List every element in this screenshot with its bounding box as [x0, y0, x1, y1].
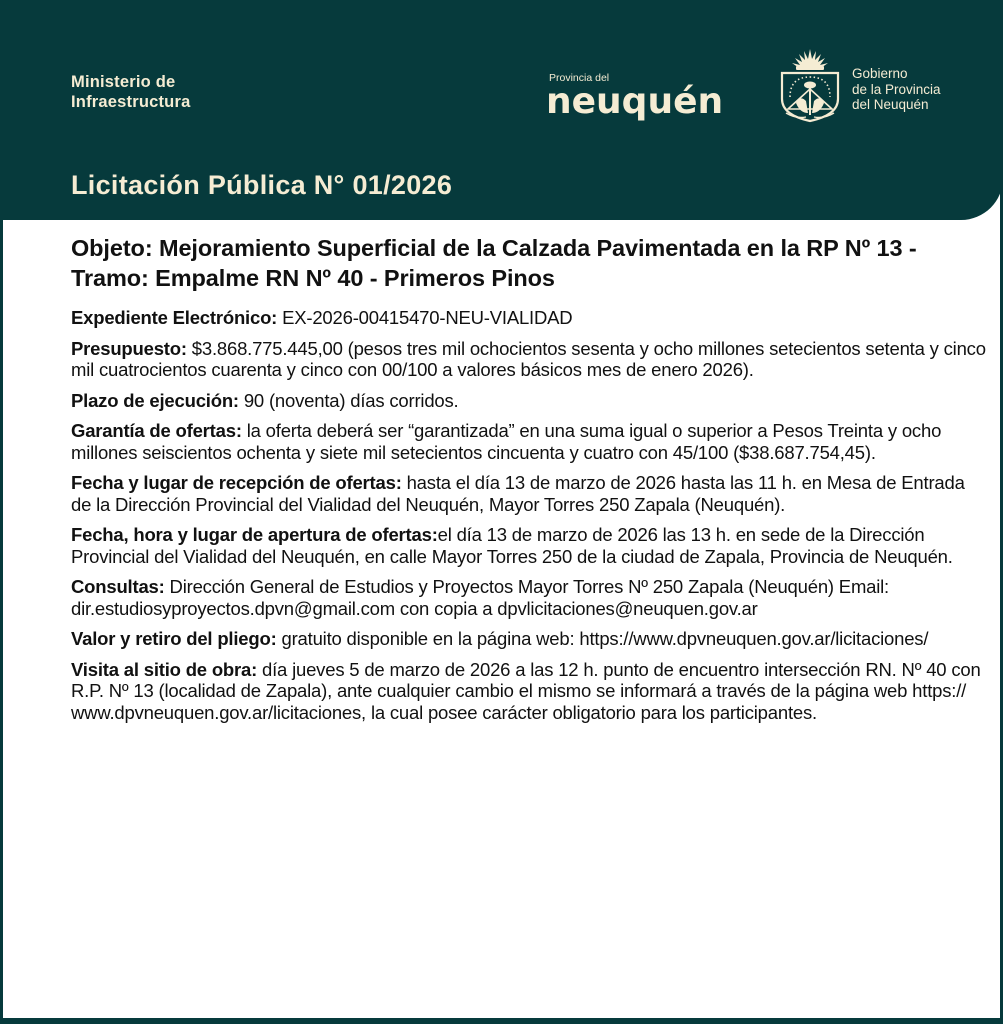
section-label: Fecha, hora y lugar de apertura de ofertas:	[71, 524, 438, 545]
province-logo-wordmark: neuquén	[546, 81, 724, 122]
objeto-heading: Objeto: Mejoramiento Superficial de la Calzada Pavimentada en la RP Nº 13 - Tramo: Empalme RN Nº 40 - Primeros Pinos	[71, 235, 917, 291]
government-line-3: del Neuquén	[852, 97, 929, 112]
section-label: Garantía de ofertas:	[71, 420, 242, 441]
section-garantia	[71, 420, 986, 463]
header-banner	[0, 0, 1003, 220]
ministry-line-2: Infraestructura	[71, 93, 191, 111]
section-text: hasta el día 13 de marzo de 2026 hasta las 11 h. en Mesa de Entrada de la Dirección Provincial del Vialidad del Neuquén, Mayor Torres 250 Zapala (Neuquén).	[71, 472, 965, 515]
section-text: Dirección General de Estudios y Proyectos Mayor Torres Nº 250 Zapala (Neuquén) Email: dir.estudiosyproyectos.dpvn@gmail.com con copia a dpvlicitaciones@neuquen.gov.ar	[71, 576, 890, 619]
notice-title: Licitación Pública N° 01/2026	[71, 170, 453, 200]
section-text: día jueves 5 de marzo de 2026 a las 12 h. punto de encuentro intersección RN. Nº 40 con R.P. Nº 13 (localidad de Zapala), ante cualquier cambio el mismo se informará a través de la página web https:// www.dpvneuquen.gov.ar/licitaciones, la cual posee carácter obligatorio para los participantes.	[71, 658, 981, 723]
section-expediente	[71, 307, 986, 329]
section-recepcion	[71, 472, 986, 515]
neuquen-province-logo	[546, 72, 723, 120]
section-pliego	[71, 628, 986, 650]
section-label: Presupuesto:	[71, 337, 187, 359]
section-text: $3.868.775.445,00 (pesos tres mil ochocientos sesenta y ocho millones setecientos setenta y cinco mil cuatrocientos cuarenta y cinco con 00/100 a valores básicos mes de enero 2026).	[71, 337, 986, 380]
section-label: Consultas:	[71, 576, 165, 597]
government-line-1: Gobierno	[852, 66, 908, 81]
section-presupuesto	[71, 338, 986, 381]
ministry-name	[71, 72, 190, 112]
section-text: 90 (noventa) días corridos.	[238, 389, 459, 411]
government-line-2: de la Provincia	[852, 81, 941, 97]
province-logo-small-text: Provincia del	[549, 72, 610, 84]
section-label: Expediente Electrónico:	[71, 307, 278, 328]
coat-of-arms-icon	[776, 47, 844, 125]
section-visita	[71, 659, 986, 724]
section-label: Fecha y lugar de recepción de ofertas:	[71, 472, 402, 493]
section-text: gratuito disponible en la página web: https://www.dpvneuquen.gov.ar/licitaciones/	[276, 628, 929, 649]
section-text: la oferta deberá ser “garantizada” en una suma igual o superior a Pesos Treinta y ocho millones seiscientos ochenta y siete mil setecientos cincuenta y cuatro con 45/100 ($38.687.754,45).	[71, 420, 942, 463]
section-text: EX-2026-00415470-NEU-VIALIDAD	[277, 307, 573, 328]
section-label: Valor y retiro del pliego:	[71, 628, 277, 649]
section-label: Visita al sitio de obra:	[71, 658, 258, 680]
section-label: Plazo de ejecución:	[71, 389, 239, 411]
section-plazo	[71, 390, 986, 412]
notice-content	[71, 233, 986, 732]
ministry-line-1: Ministerio de	[71, 73, 176, 91]
section-apertura	[71, 524, 986, 567]
section-consultas	[71, 576, 986, 619]
government-name	[852, 66, 941, 113]
section-text: el día 13 de marzo de 2026 las 13 h. en sede de la Dirección Provincial del Vialidad del Neuquén, en calle Mayor Torres 250 de la ciudad de Zapala, Provincia de Neuquén.	[71, 524, 953, 567]
